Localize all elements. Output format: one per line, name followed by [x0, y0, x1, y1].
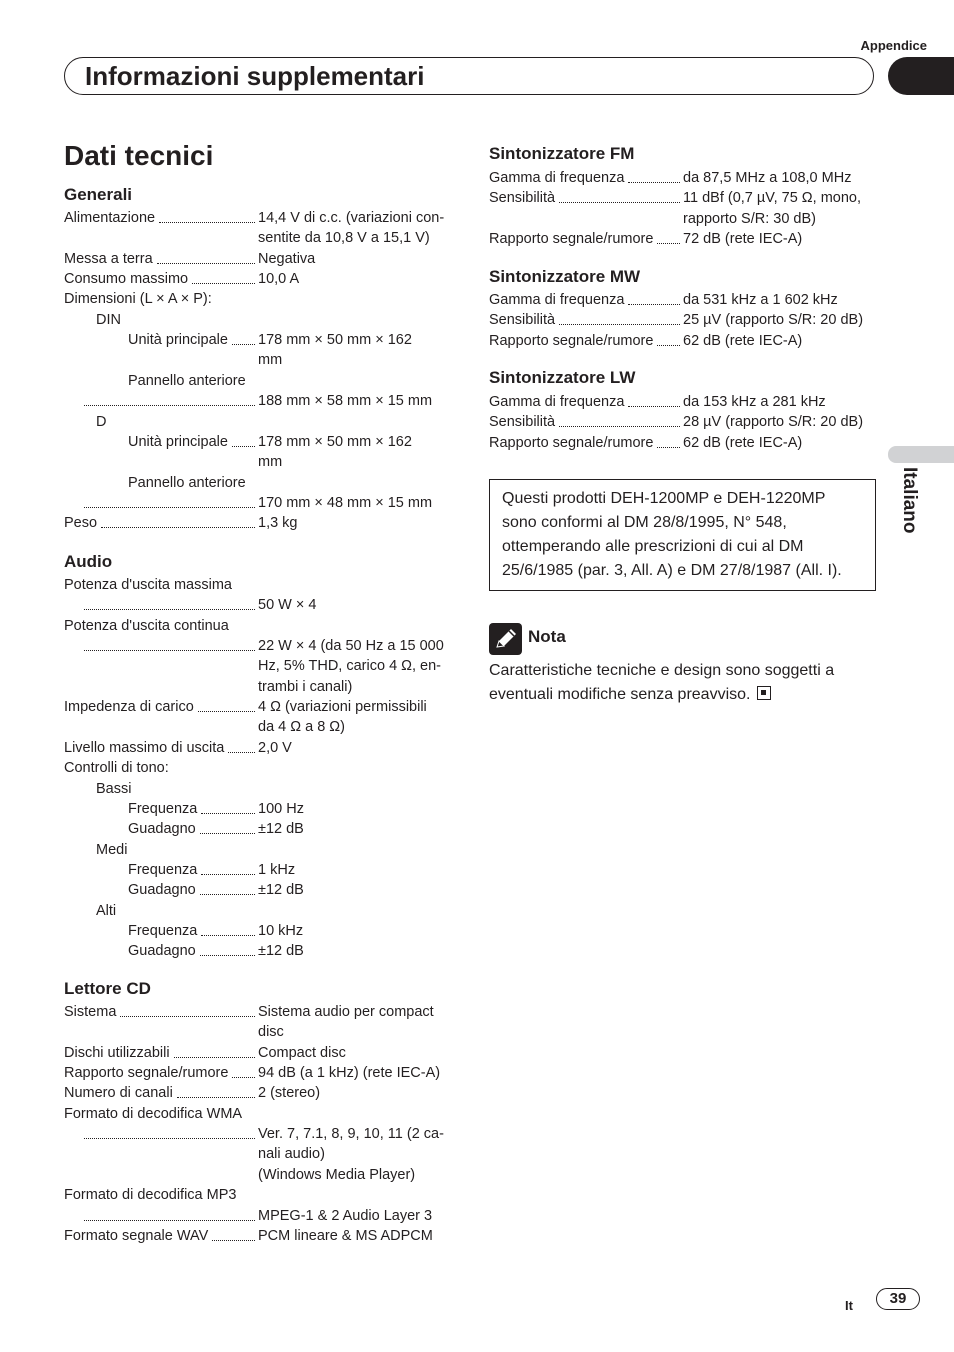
header-tab	[888, 57, 954, 95]
spec-value: 188 mm × 58 mm × 15 mm	[258, 393, 433, 410]
spec-label: Medi	[96, 841, 128, 858]
spec-row	[64, 493, 488, 513]
spec-row	[64, 412, 488, 432]
dot-leader	[192, 283, 255, 284]
spec-row	[64, 330, 488, 350]
spec-row	[489, 229, 913, 249]
spec-label: Sensibilità	[489, 312, 556, 329]
dot-leader	[657, 345, 680, 346]
spec-label: Frequenza	[128, 861, 198, 878]
spec-label: Bassi	[96, 780, 132, 797]
dot-leader	[201, 874, 255, 875]
dot-leader	[198, 711, 255, 712]
spec-row	[64, 779, 488, 799]
header-bar	[64, 57, 874, 95]
spec-row	[64, 697, 488, 717]
note-label: Nota	[528, 627, 566, 646]
spec-value: 72 dB (rete IEC-A)	[683, 231, 803, 248]
section-title-generali: Generali	[64, 185, 133, 204]
spec-row	[64, 310, 488, 330]
spec-row	[489, 290, 913, 310]
note-text: Caratteristiche tecniche e design sono soggetti a eventuali modifiche senza preavviso.	[489, 662, 835, 703]
spec-label: Numero di canali	[64, 1085, 173, 1102]
spec-label: Consumo massimo	[64, 271, 189, 288]
dot-leader	[101, 527, 255, 528]
dot-leader	[84, 405, 255, 406]
spec-value: Compact disc	[258, 1044, 346, 1061]
spec-row	[489, 433, 913, 453]
spec-row	[64, 1144, 488, 1164]
dot-leader	[200, 894, 255, 895]
spec-row	[64, 636, 488, 656]
spec-label: Sistema	[64, 1004, 117, 1020]
dot-leader	[120, 1016, 255, 1017]
section-label: Appendice	[860, 38, 927, 53]
spec-label: Sensibilità	[489, 190, 556, 207]
spec-row	[64, 249, 488, 269]
language-label: Italiano	[899, 467, 920, 534]
dot-leader	[84, 609, 255, 610]
spec-value: 22 W × 4 (da 50 Hz a 15 000	[258, 638, 444, 655]
spec-value: Hz, 5% THD, carico 4 Ω, en-	[258, 658, 442, 675]
spec-label: Alti	[96, 902, 117, 919]
dot-leader	[559, 324, 680, 325]
spec-value: 10 kHz	[258, 922, 304, 939]
spec-label: Alimentazione	[64, 210, 156, 226]
spec-row	[64, 513, 488, 533]
spec-row	[64, 1063, 488, 1083]
spec-label: Unità principale	[128, 332, 228, 349]
spec-value: PCM lineare & MS ADPCM	[258, 1227, 433, 1244]
spec-row	[64, 799, 488, 819]
spec-value: 50 W × 4	[258, 597, 317, 614]
spec-row	[64, 880, 488, 900]
spec-label: Impedenza di carico	[64, 699, 194, 716]
spec-value: ±12 dB	[258, 943, 304, 960]
spec-row	[64, 1165, 488, 1185]
spec-row	[64, 208, 488, 228]
spec-label: Potenza d'uscita continua	[64, 617, 229, 634]
dot-leader	[212, 1240, 255, 1241]
spec-label: Guadagno	[128, 821, 196, 838]
spec-row	[64, 595, 488, 615]
spec-value: 1 kHz	[258, 861, 296, 878]
spec-label: Guadagno	[128, 943, 196, 960]
spec-row	[489, 209, 913, 229]
spec-row	[64, 1206, 488, 1226]
spec-row	[64, 289, 488, 309]
spec-row	[64, 1185, 488, 1205]
spec-value: mm	[258, 352, 283, 369]
spec-value: 62 dB (rete IEC-A)	[683, 434, 803, 451]
spec-value: MPEG-1 & 2 Audio Layer 3	[258, 1207, 433, 1224]
spec-value: (Windows Media Player)	[258, 1166, 416, 1183]
section-title-lw: Sintonizzatore LW	[489, 368, 636, 387]
spec-value: 1,3 kg	[258, 515, 298, 532]
spec-label: Controlli di tono:	[64, 760, 169, 777]
spec-row	[64, 1043, 488, 1063]
spec-row	[64, 941, 488, 961]
spec-label: Gamma di frequenza	[489, 170, 625, 186]
dot-leader	[201, 935, 255, 936]
dot-leader	[84, 507, 255, 508]
spec-label: Gamma di frequenza	[489, 292, 625, 308]
section-title-cd: Lettore CD	[64, 979, 151, 998]
dot-leader	[177, 1097, 255, 1098]
page-title: Dati tecnici	[64, 140, 214, 171]
spec-row	[64, 677, 488, 697]
spec-label: DIN	[96, 311, 121, 328]
spec-value: da 87,5 MHz a 108,0 MHz	[683, 170, 852, 186]
spec-label: Formato segnale WAV	[64, 1227, 209, 1244]
spec-value: ±12 dB	[258, 821, 304, 838]
dot-leader	[84, 1138, 255, 1139]
spec-value: trambi i canali)	[258, 678, 353, 695]
spec-label: Livello massimo di uscita	[64, 739, 225, 756]
spec-value: nali audio)	[258, 1146, 325, 1163]
spec-row	[64, 1226, 488, 1246]
spec-value: 2 (stereo)	[258, 1085, 321, 1102]
spec-label: D	[96, 413, 107, 430]
dot-leader	[84, 650, 255, 651]
spec-row	[64, 371, 488, 391]
spec-value: 11 dBf (0,7 µV, 75 Ω, mono,	[683, 190, 861, 207]
spec-row	[64, 228, 488, 248]
compliance-notice: Questi prodotti DEH-1200MP e DEH-1220MP sono conformi al DM 28/8/1995, N° 548, ottemperando alle prescrizioni di cui al DM 25/6/1985 (par. 3, All. A) e DM 27/8/1987 (All. I).	[489, 479, 876, 591]
spec-row	[489, 412, 913, 432]
spec-value: 14,4 V di c.c. (variazioni con-	[258, 210, 445, 226]
dot-leader	[628, 304, 680, 305]
spec-row	[64, 1022, 488, 1042]
dot-leader	[628, 182, 680, 183]
section-title-fm: Sintonizzatore FM	[489, 144, 635, 163]
spec-row	[64, 1083, 488, 1103]
spec-value: da 153 kHz a 281 kHz	[683, 394, 826, 410]
spec-row	[64, 901, 488, 921]
spec-value: mm	[258, 454, 283, 471]
spec-value: sentite da 10,8 V a 15,1 V)	[258, 230, 430, 247]
spec-row	[64, 616, 488, 636]
spec-label: Frequenza	[128, 800, 198, 817]
dot-leader	[159, 222, 255, 223]
spec-row	[64, 758, 488, 778]
spec-value: 62 dB (rete IEC-A)	[683, 332, 803, 349]
spec-value: 170 mm × 48 mm × 15 mm	[258, 494, 433, 511]
section-title-mw: Sintonizzatore MW	[489, 267, 641, 286]
spec-label: Dimensioni (L × A × P):	[64, 291, 212, 308]
spec-row	[64, 819, 488, 839]
spec-row	[64, 860, 488, 880]
spec-row	[64, 473, 488, 493]
spec-value: 94 dB (a 1 kHz) (rete IEC-A)	[258, 1065, 441, 1082]
spec-row	[64, 921, 488, 941]
spec-value: da 531 kHz a 1 602 kHz	[683, 292, 838, 308]
spec-row	[64, 1104, 488, 1124]
spec-row	[64, 269, 488, 289]
spec-label: Potenza d'uscita massima	[64, 577, 232, 593]
spec-value: Ver. 7, 7.1, 8, 9, 10, 11 (2 ca-	[258, 1126, 444, 1143]
spec-row	[489, 310, 913, 330]
dot-leader	[174, 1057, 255, 1058]
header-title: Informazioni supplementari	[85, 61, 425, 91]
dot-leader	[157, 263, 255, 264]
dot-leader	[200, 833, 255, 834]
note-pencil-icon	[489, 623, 522, 655]
spec-value: Sistema audio per compact	[258, 1004, 434, 1020]
spec-value: rapporto S/R: 30 dB)	[683, 210, 816, 227]
spec-row	[489, 331, 913, 351]
spec-value: 2,0 V	[258, 739, 292, 756]
spec-row	[489, 168, 913, 188]
dot-leader	[84, 1220, 255, 1221]
spec-label: Rapporto segnale/rumore	[489, 434, 654, 451]
spec-row	[64, 1124, 488, 1144]
dot-leader	[232, 344, 255, 345]
dot-leader	[559, 202, 680, 203]
spec-label: Sensibilità	[489, 414, 556, 431]
spec-value: da 4 Ω a 8 Ω)	[258, 719, 345, 736]
spec-label: Gamma di frequenza	[489, 394, 625, 410]
spec-row	[64, 432, 488, 452]
spec-value: disc	[258, 1024, 284, 1041]
spec-label: Rapporto segnale/rumore	[489, 231, 654, 248]
spec-label: Formato di decodifica WMA	[64, 1105, 243, 1122]
spec-value: 25 µV (rapporto S/R: 20 dB)	[683, 312, 864, 329]
dot-leader	[657, 447, 680, 448]
spec-row	[64, 575, 488, 595]
spec-value: 100 Hz	[258, 800, 304, 817]
section-title-audio: Audio	[64, 552, 113, 571]
spec-label: Pannello anteriore	[128, 474, 246, 491]
spec-row	[64, 1002, 488, 1022]
spec-label: Rapporto segnale/rumore	[489, 332, 654, 349]
spec-label: Formato di decodifica MP3	[64, 1187, 237, 1204]
spec-value: ±12 dB	[258, 882, 304, 899]
end-mark-icon	[757, 686, 771, 700]
dot-leader	[200, 955, 255, 956]
spec-value: 178 mm × 50 mm × 162	[258, 332, 412, 349]
dot-leader	[232, 446, 255, 447]
spec-row	[489, 188, 913, 208]
spec-value: 28 µV (rapporto S/R: 20 dB)	[683, 414, 864, 431]
spec-row	[64, 350, 488, 370]
spec-row	[64, 717, 488, 737]
spec-row	[64, 452, 488, 472]
spec-label: Dischi utilizzabili	[64, 1044, 170, 1061]
spec-value: 10,0 A	[258, 271, 300, 288]
dot-leader	[232, 1077, 255, 1078]
dot-leader	[201, 813, 255, 814]
spec-label: Peso	[64, 515, 98, 532]
dot-leader	[228, 752, 255, 753]
spec-label: Frequenza	[128, 922, 198, 939]
dot-leader	[657, 243, 680, 244]
spec-row	[64, 738, 488, 758]
spec-row	[64, 391, 488, 411]
page-language: It	[845, 1298, 853, 1313]
dot-leader	[559, 426, 680, 427]
spec-row	[489, 392, 913, 412]
spec-label: Guadagno	[128, 882, 196, 899]
spec-label: Messa a terra	[64, 250, 153, 267]
dot-leader	[628, 406, 680, 407]
spec-label: Rapporto segnale/rumore	[64, 1065, 229, 1082]
spec-label: Pannello anteriore	[128, 372, 246, 389]
spec-value: 4 Ω (variazioni permissibili	[258, 699, 427, 716]
page-number: 39	[876, 1288, 920, 1310]
spec-label: Unità principale	[128, 433, 228, 450]
spec-row	[64, 656, 488, 676]
spec-row	[64, 840, 488, 860]
spec-value: Negativa	[258, 250, 316, 267]
spec-value: 178 mm × 50 mm × 162	[258, 433, 412, 450]
